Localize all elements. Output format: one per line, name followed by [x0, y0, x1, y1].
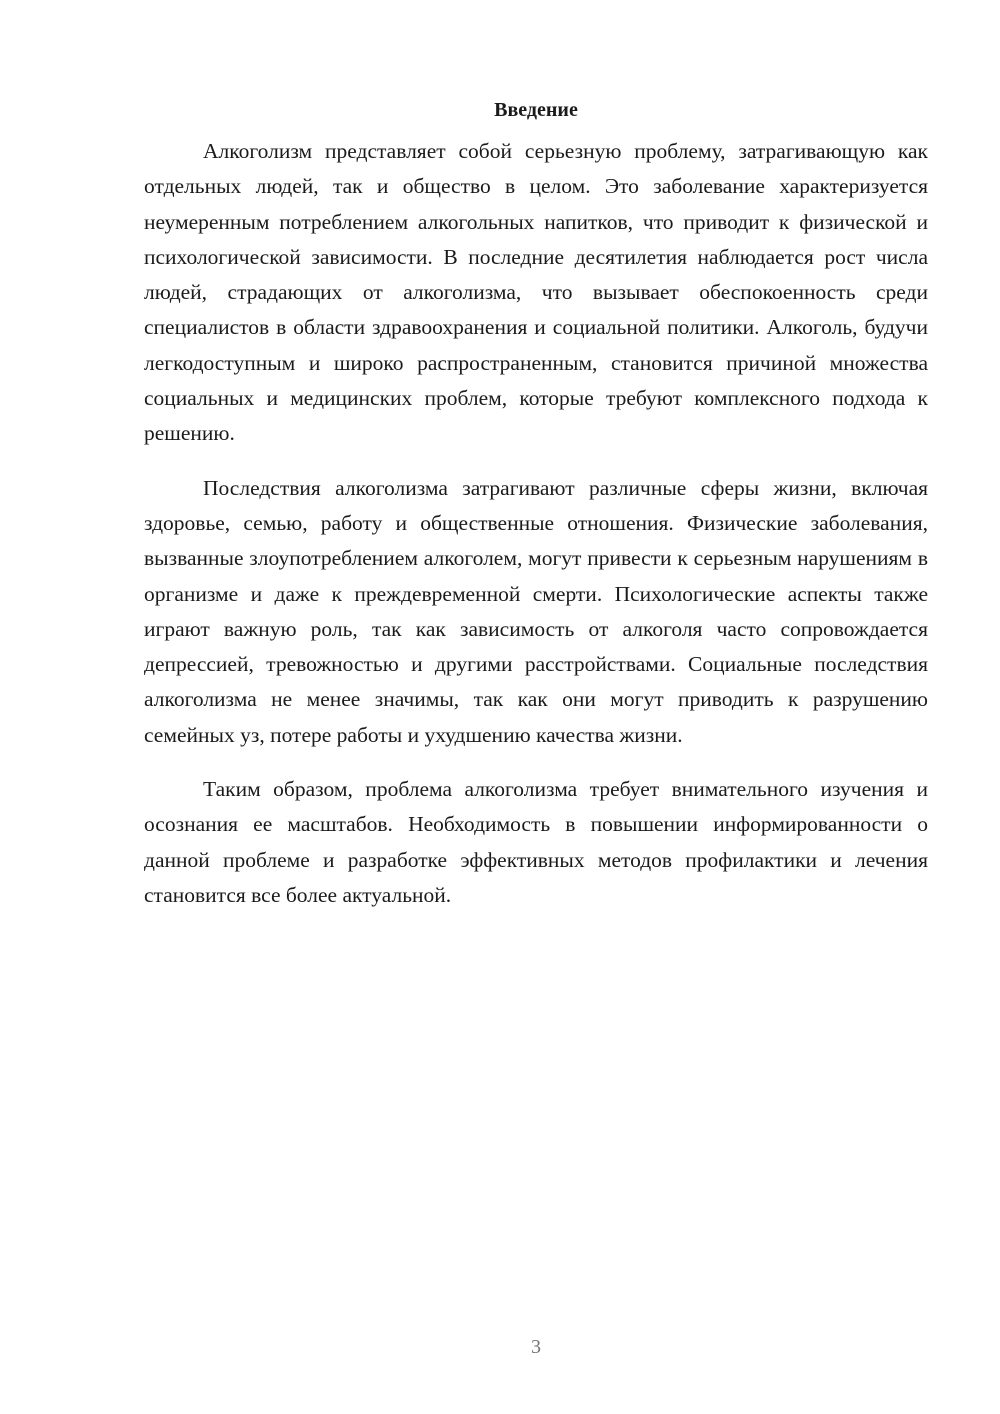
paragraph-2: Последствия алкоголизма затрагивают различные сферы жизни, включая здоровье, семью, работу и общественные отношения. Физические заболевания, вызванные злоупотреблением алкоголем, могут привести к серьезным нарушениям в организме и даже к преждевременной смерти. Психологические аспекты также играют важную роль, так как зависимость от алкоголя часто сопровождается депрессией, тревожностью и другими расстройствами. Социальные последствия алкоголизма не менее значимы, так как они могут приводить к разрушению семейных уз, потере работы и ухудшению качества жизни.: [144, 475, 928, 747]
paragraph-3: Таким образом, проблема алкоголизма требует внимательного изучения и осознания ее масштабов. Необходимость в повышении информированности о данной проблеме и разработке эффективных методов профилактики и лечения становится все более актуальной.: [144, 777, 928, 907]
section-title: Введение: [494, 99, 578, 121]
paragraph-1: Алкоголизм представляет собой серьезную проблему, затрагивающую как отдельных людей, так и общество в целом. Это заболевание характеризуется неумеренным потреблением алкогольных напитков, что приводит к физической и психологической зависимости. В последние десятилетия наблюдается рост числа людей, страдающих от алкоголизма, что вызывает обеспокоенность среди специалистов в области здравоохранения и социальной политики. Алкоголь, будучи легкодоступным и широко распространенным, становится причиной множества социальных и медицинских проблем, которые требуют комплексного подхода к решению.: [144, 139, 928, 446]
page-content: [144, 96, 928, 932]
page-number: 3: [531, 1336, 541, 1358]
